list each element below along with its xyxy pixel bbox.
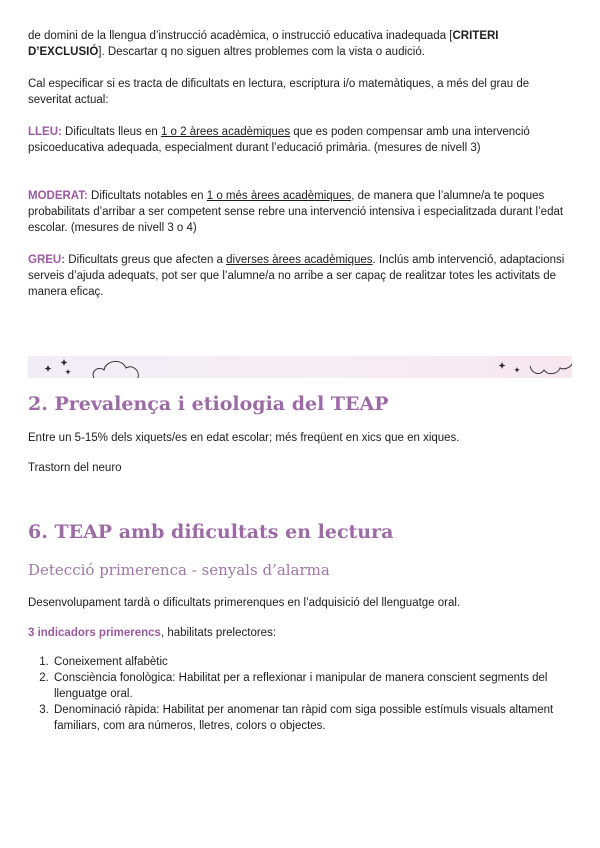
decorative-divider-band [28, 356, 572, 378]
level-text-end: . Inclús amb intervenció, adaptacionsi serveis d’ajuda adequats, pot ser que l’alumne/a no arribe a ser capaç de realitzar totes les activitats de manera eficaç. [28, 254, 565, 298]
level-mild [28, 124, 572, 156]
list-item: 3. Denominació ràpida: Habilitat per anomenar tan ràpid com siga possible estímuls visuals altament familiars, com ara números, lletres, colors o objectes. [52, 702, 572, 734]
sparkle-cloud-decoration-icon [28, 356, 572, 378]
intro-text: de domini de la llengua d’instrucció acadèmica, o instrucció educativa inadequada [ [28, 30, 453, 42]
level-label: GREU: [28, 254, 66, 266]
exclusion-criteria: CRITERI D’EXCLUSIÓ [28, 30, 499, 58]
level-label: MODERAT: [28, 190, 88, 202]
early-detection-subtitle: Detecció primerenca - senyals d’alarma [28, 561, 330, 579]
level-underlined: diverses àrees acadèmiques [226, 254, 373, 266]
level-text-end: , de manera que l’alumne/a te poques probabilitats d’arribar a ser competent sense rebre una intervenció intensiva i especialitzada durant l’edat escolar. (mesures de nivell 3 o 4) [28, 190, 564, 234]
indicators-text: , habilitats prelectores: [160, 627, 277, 639]
level-label: LLEU: [28, 126, 62, 138]
prevalence-text: Entre un 5-15% dels xiquets/es en edat escolar; més freqüent en xics que en xiques. [28, 432, 460, 444]
level-text-end: que es poden compensar amb una intervenció psicoeducativa adequada, especialment durant l’educació primària. (mesures de nivell 3) [28, 126, 530, 154]
level-text: Dificultats notables en [87, 190, 207, 202]
list-item: 1. Coneixement alfabètic [52, 654, 572, 670]
neuro-note: Trastorn del neuro [28, 462, 122, 474]
intro-text-end: ]. Descartar q no siguen altres problemes com la vista o audició. [98, 46, 425, 58]
section-6-title: 6. TEAP amb dificultats en lectura [28, 521, 394, 543]
level-text: Dificultats greus que afecten a [65, 254, 227, 266]
level-severe [28, 252, 572, 300]
level-text: Dificultats lleus en [61, 126, 161, 138]
level-underlined: 1 o més àrees acadèmiques [206, 190, 352, 202]
specify-paragraph: Cal especificar si es tracta de dificultats en lectura, escriptura i/o matemàtiques, a més del grau de severitat actual: [28, 78, 530, 106]
level-underlined: 1 o 2 àrees acadèmiques [160, 126, 291, 138]
section-2-title: 2. Prevalença i etiologia del TEAP [28, 393, 389, 415]
indicators-paragraph [28, 625, 276, 641]
list-item: 2. Consciència fonològica: Habilitat per a reflexionar i manipular de manera conscient segments del llenguatge oral. [52, 670, 572, 702]
intro-paragraph [28, 28, 572, 60]
development-text: Desenvolupament tardà o dificultats primerenques en l’adquisició del llenguatge oral. [28, 597, 461, 609]
indicators-list [28, 654, 572, 734]
indicators-label: 3 indicadors primerencs [28, 627, 161, 639]
level-moderate [28, 188, 572, 236]
